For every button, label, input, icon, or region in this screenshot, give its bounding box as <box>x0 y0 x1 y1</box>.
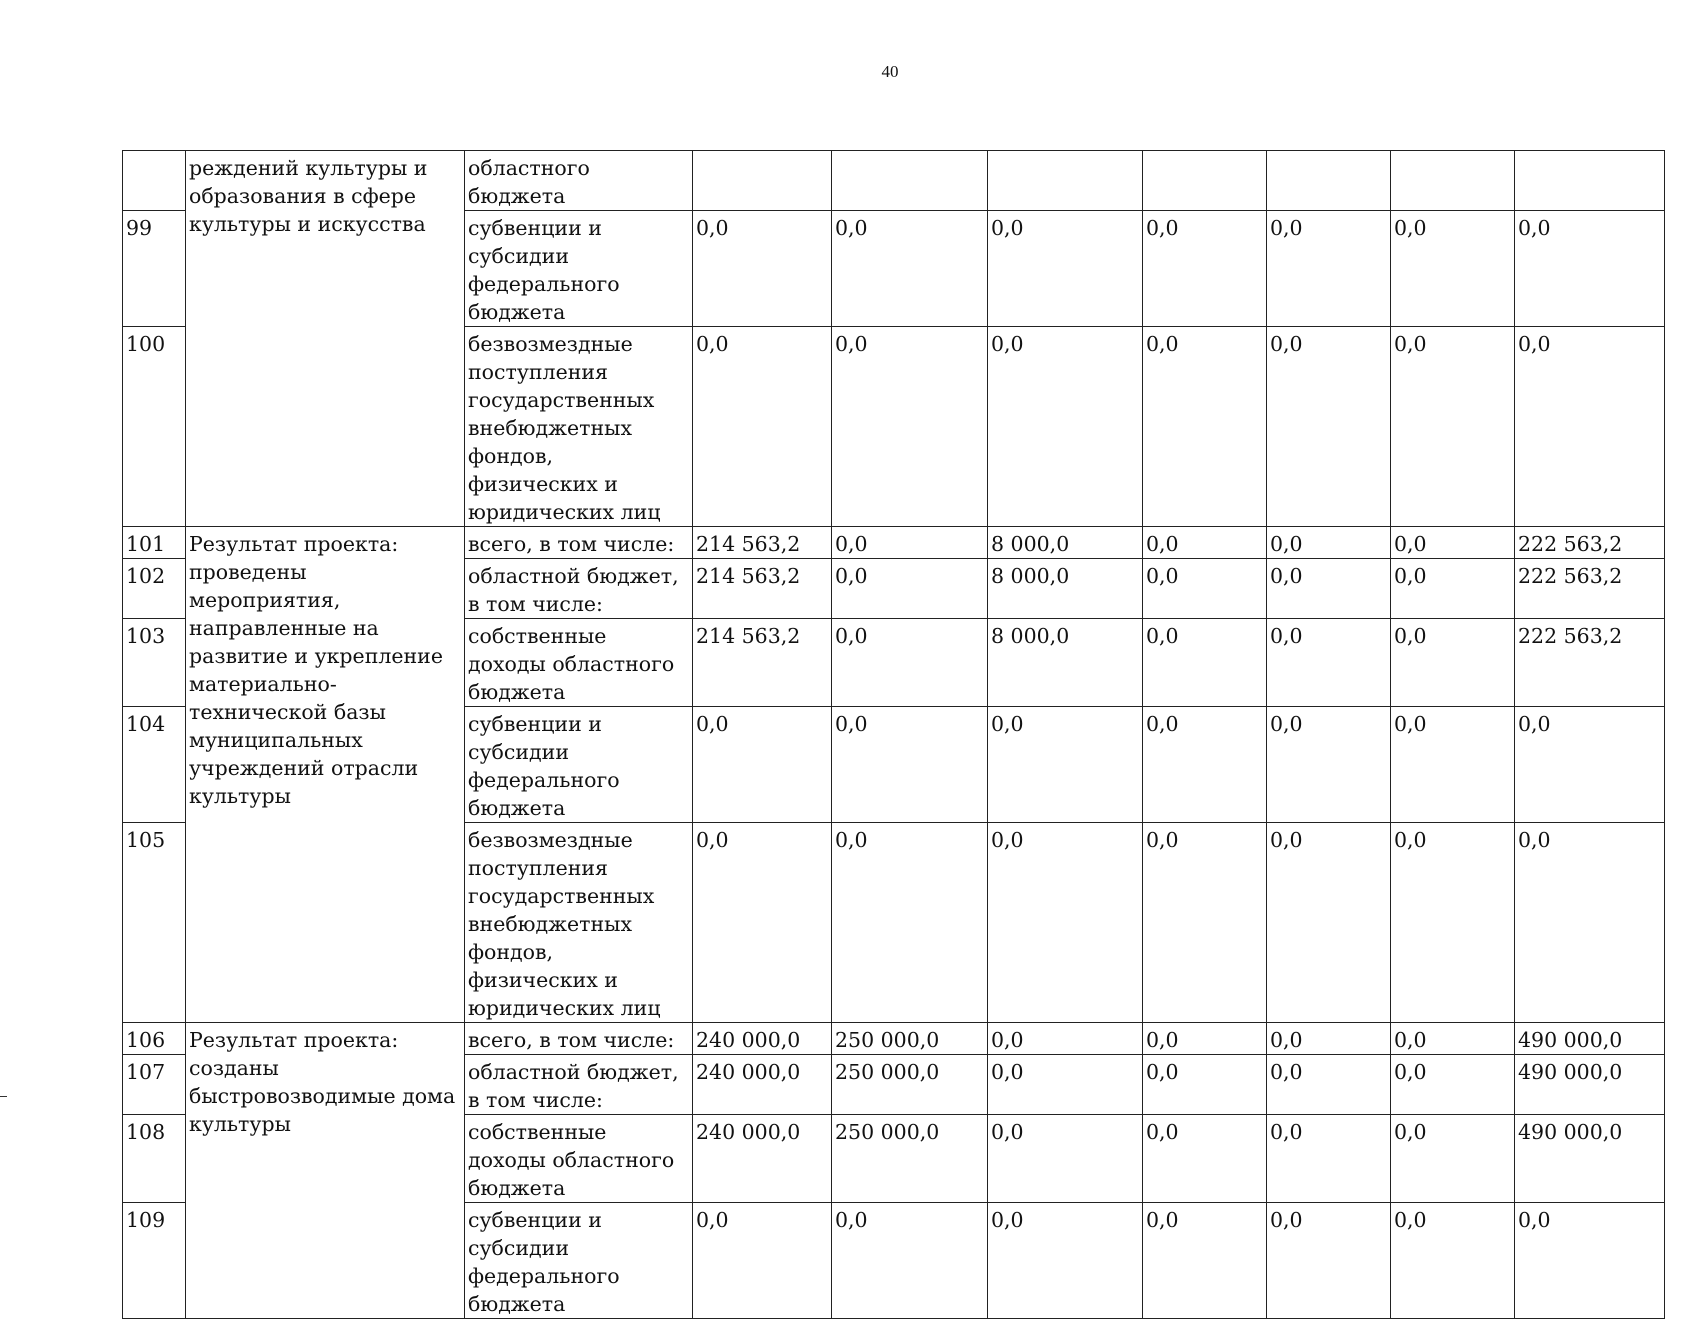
amount-cell: 0,0 <box>1391 1203 1515 1319</box>
table-row <box>123 1023 1665 1055</box>
project-result-name: реждений культуры и образования в сфере культуры и искусства <box>186 151 465 527</box>
table-row <box>123 527 1665 559</box>
amount-cell: 0,0 <box>832 559 988 619</box>
amount-cell <box>1391 151 1515 211</box>
amount-cell: 0,0 <box>1515 327 1665 527</box>
row-number: 105 <box>123 823 186 1023</box>
amount-cell: 0,0 <box>1143 527 1267 559</box>
amount-cell: 0,0 <box>832 823 988 1023</box>
amount-cell: 0,0 <box>832 211 988 327</box>
amount-cell: 0,0 <box>988 1023 1143 1055</box>
amount-cell: 0,0 <box>1391 559 1515 619</box>
funding-source: областного бюджета <box>465 151 693 211</box>
row-number: 106 <box>123 1023 186 1055</box>
amount-cell: 0,0 <box>693 327 832 527</box>
amount-cell: 0,0 <box>1267 619 1391 707</box>
amount-cell: 0,0 <box>1391 1055 1515 1115</box>
row-number <box>123 151 186 211</box>
amount-cell: 0,0 <box>1515 823 1665 1023</box>
funding-source: безвозмездные поступления государственных внебюджетных фондов, физических и юридических лиц <box>465 823 693 1023</box>
amount-cell: 0,0 <box>1143 707 1267 823</box>
amount-cell: 0,0 <box>1143 327 1267 527</box>
amount-cell: 0,0 <box>1391 1023 1515 1055</box>
amount-cell: 222 563,2 <box>1515 559 1665 619</box>
amount-cell: 0,0 <box>1391 823 1515 1023</box>
amount-cell: 222 563,2 <box>1515 619 1665 707</box>
funding-source: областной бюджет, в том числе: <box>465 1055 693 1115</box>
amount-cell: 0,0 <box>832 327 988 527</box>
funding-source: собственные доходы областного бюджета <box>465 1115 693 1203</box>
amount-cell: 8 000,0 <box>988 619 1143 707</box>
table-row <box>123 151 1665 211</box>
amount-cell: 0,0 <box>832 619 988 707</box>
amount-cell: 0,0 <box>832 527 988 559</box>
amount-cell: 0,0 <box>988 327 1143 527</box>
funding-source: областной бюджет, в том числе: <box>465 559 693 619</box>
funding-source: безвозмездные поступления государственных внебюджетных фондов, физических и юридических лиц <box>465 327 693 527</box>
amount-cell: 0,0 <box>1267 1115 1391 1203</box>
amount-cell: 0,0 <box>1391 211 1515 327</box>
amount-cell: 0,0 <box>1143 1055 1267 1115</box>
amount-cell: 0,0 <box>988 707 1143 823</box>
funding-source: всего, в том числе: <box>465 1023 693 1055</box>
amount-cell: 0,0 <box>1143 211 1267 327</box>
amount-cell <box>832 151 988 211</box>
amount-cell: 0,0 <box>1143 619 1267 707</box>
amount-cell: 490 000,0 <box>1515 1115 1665 1203</box>
amount-cell <box>1515 151 1665 211</box>
row-number: 104 <box>123 707 186 823</box>
amount-cell: 222 563,2 <box>1515 527 1665 559</box>
row-number: 102 <box>123 559 186 619</box>
amount-cell: 8 000,0 <box>988 527 1143 559</box>
amount-cell: 0,0 <box>832 707 988 823</box>
amount-cell: 8 000,0 <box>988 559 1143 619</box>
funding-source: субвенции и субсидии федерального бюджета <box>465 707 693 823</box>
amount-cell: 0,0 <box>1267 707 1391 823</box>
amount-cell: 0,0 <box>1267 1023 1391 1055</box>
funding-source: собственные доходы областного бюджета <box>465 619 693 707</box>
amount-cell: 490 000,0 <box>1515 1023 1665 1055</box>
amount-cell: 0,0 <box>988 823 1143 1023</box>
amount-cell: 0,0 <box>693 707 832 823</box>
amount-cell: 250 000,0 <box>832 1023 988 1055</box>
amount-cell <box>693 151 832 211</box>
amount-cell: 0,0 <box>1143 1023 1267 1055</box>
amount-cell: 0,0 <box>1515 211 1665 327</box>
amount-cell: 0,0 <box>1267 1055 1391 1115</box>
row-number: 100 <box>123 327 186 527</box>
amount-cell: 250 000,0 <box>832 1115 988 1203</box>
amount-cell: 0,0 <box>1515 1203 1665 1319</box>
edge-mark <box>0 1096 7 1097</box>
amount-cell: 0,0 <box>1267 823 1391 1023</box>
amount-cell <box>1143 151 1267 211</box>
amount-cell: 0,0 <box>988 1055 1143 1115</box>
amount-cell: 0,0 <box>1391 707 1515 823</box>
row-number: 103 <box>123 619 186 707</box>
table-body <box>123 151 1665 1319</box>
budget-table <box>122 150 1665 1319</box>
amount-cell <box>1267 151 1391 211</box>
amount-cell: 0,0 <box>1391 527 1515 559</box>
amount-cell: 0,0 <box>693 823 832 1023</box>
amount-cell: 0,0 <box>1267 327 1391 527</box>
amount-cell: 240 000,0 <box>693 1055 832 1115</box>
row-number: 109 <box>123 1203 186 1319</box>
project-result-name: Результат проекта: созданы быстровозводимые дома культуры <box>186 1023 465 1319</box>
amount-cell: 0,0 <box>1143 559 1267 619</box>
amount-cell: 0,0 <box>1391 327 1515 527</box>
funding-source: субвенции и субсидии федерального бюджета <box>465 211 693 327</box>
page-number: 40 <box>881 62 899 81</box>
amount-cell: 214 563,2 <box>693 527 832 559</box>
amount-cell: 250 000,0 <box>832 1055 988 1115</box>
funding-source: всего, в том числе: <box>465 527 693 559</box>
project-result-name: Результат проекта: проведены мероприятия, направленные на развитие и укрепление материально-технической базы муниципальных учреждений отрасли культуры <box>186 527 465 1023</box>
amount-cell: 0,0 <box>1267 211 1391 327</box>
amount-cell: 240 000,0 <box>693 1115 832 1203</box>
amount-cell: 0,0 <box>1143 1203 1267 1319</box>
amount-cell: 240 000,0 <box>693 1023 832 1055</box>
row-number: 101 <box>123 527 186 559</box>
amount-cell: 0,0 <box>693 1203 832 1319</box>
funding-source: субвенции и субсидии федерального бюджета <box>465 1203 693 1319</box>
amount-cell: 0,0 <box>1143 823 1267 1023</box>
amount-cell: 0,0 <box>693 211 832 327</box>
amount-cell: 490 000,0 <box>1515 1055 1665 1115</box>
amount-cell: 0,0 <box>1391 1115 1515 1203</box>
amount-cell: 0,0 <box>832 1203 988 1319</box>
amount-cell: 0,0 <box>988 211 1143 327</box>
row-number: 99 <box>123 211 186 327</box>
amount-cell: 0,0 <box>988 1115 1143 1203</box>
amount-cell: 0,0 <box>1143 1115 1267 1203</box>
amount-cell: 214 563,2 <box>693 619 832 707</box>
row-number: 108 <box>123 1115 186 1203</box>
amount-cell: 0,0 <box>1515 707 1665 823</box>
amount-cell: 0,0 <box>1267 559 1391 619</box>
row-number: 107 <box>123 1055 186 1115</box>
amount-cell: 0,0 <box>988 1203 1143 1319</box>
amount-cell: 214 563,2 <box>693 559 832 619</box>
amount-cell: 0,0 <box>1267 1203 1391 1319</box>
amount-cell: 0,0 <box>1391 619 1515 707</box>
amount-cell <box>988 151 1143 211</box>
amount-cell: 0,0 <box>1267 527 1391 559</box>
